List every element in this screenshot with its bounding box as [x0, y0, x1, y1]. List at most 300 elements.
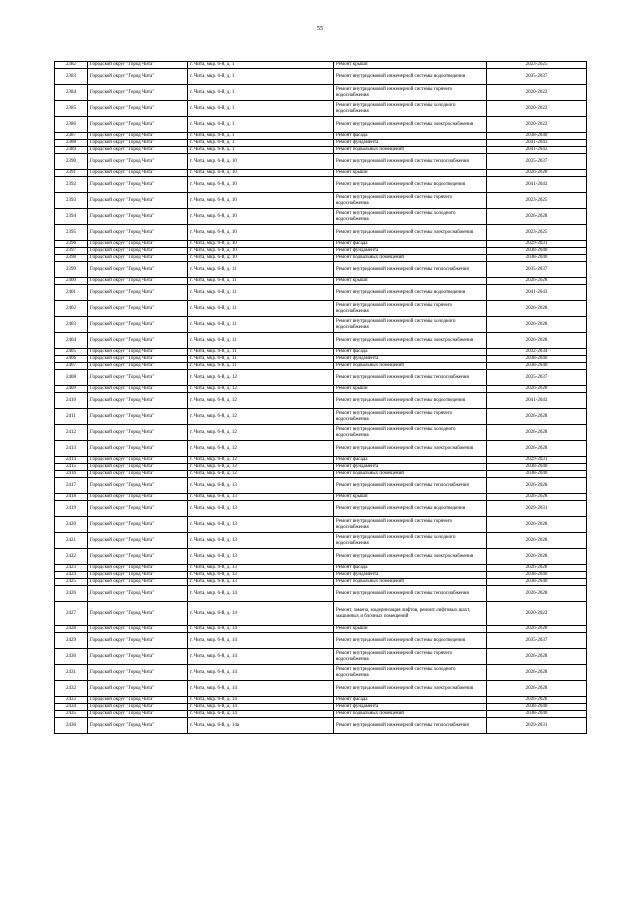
municipality-cell: Городской округ "Город Чита": [88, 170, 188, 177]
work-type-cell: Ремонт внутридомовой инженерной системы теплоснабжения: [334, 586, 487, 602]
row-number-cell: 2386: [55, 117, 88, 133]
municipality-cell: Городской округ "Город Чита": [88, 140, 188, 147]
address-cell: г. Чита, мкр. 6-й, д. 13: [188, 533, 334, 549]
period-cell: 2026-2028: [487, 301, 587, 317]
municipality-cell: Городской округ "Город Чита": [88, 356, 188, 363]
work-type-cell: Ремонт подвальных помещений: [334, 147, 487, 154]
municipality-cell: Городской округ "Город Чита": [88, 533, 188, 549]
row-number-cell: 2426: [55, 586, 88, 602]
table-row: [55, 248, 587, 255]
municipality-cell: Городской округ "Город Чита": [88, 147, 188, 154]
capital-repair-table: [54, 61, 587, 734]
period-cell: 2026-2028: [487, 494, 587, 501]
table-row: [55, 579, 587, 586]
page-number: 55: [317, 26, 323, 32]
period-cell: 2026-2028: [487, 697, 587, 704]
row-number-cell: 2398: [55, 255, 88, 262]
work-type-cell: Ремонт внутридомовой инженерной системы горячего водоснабжения: [334, 85, 487, 101]
table-row: [55, 209, 587, 225]
row-number-cell: 2430: [55, 649, 88, 665]
period-cell: 2026-2028: [487, 478, 587, 494]
work-type-cell: Ремонт внутридомовой инженерной системы теплоснабжения: [334, 718, 487, 734]
row-number-cell: 2408: [55, 370, 88, 386]
address-cell: г. Чита, мкр. 6-й, д. 11: [188, 333, 334, 349]
row-number-cell: 2392: [55, 177, 88, 193]
address-cell: г. Чита, мкр. 6-й, д. 14: [188, 681, 334, 697]
table-row: [55, 140, 587, 147]
period-cell: 2026-2028: [487, 441, 587, 457]
table-row: [55, 241, 587, 248]
row-number-cell: 2436: [55, 718, 88, 734]
address-cell: г. Чита, мкр. 6-й, д. 11: [188, 317, 334, 333]
address-cell: г. Чита, мкр. 6-й, д. 13: [188, 572, 334, 579]
municipality-cell: Городской округ "Город Чита": [88, 117, 188, 133]
row-number-cell: 2423: [55, 565, 88, 572]
row-number-cell: 2425: [55, 579, 88, 586]
table-row: [55, 177, 587, 193]
address-cell: г. Чита, мкр. 6-й, д. 12: [188, 425, 334, 441]
period-cell: 2029-2031: [487, 457, 587, 464]
municipality-cell: Городской округ "Город Чита": [88, 177, 188, 193]
period-cell: 2038-2040: [487, 356, 587, 363]
address-cell: г. Чита, мкр. 6-й, д. 1: [188, 117, 334, 133]
row-number-cell: 2424: [55, 572, 88, 579]
table-row: [55, 349, 587, 356]
work-type-cell: Ремонт внутридомовой инженерной системы водоотведения: [334, 69, 487, 85]
period-cell: 2041-2043: [487, 147, 587, 154]
period-cell: 2041-2043: [487, 140, 587, 147]
work-type-cell: Ремонт крыши: [334, 494, 487, 501]
work-type-cell: Ремонт внутридомовой инженерной системы теплоснабжения: [334, 370, 487, 386]
table-row: [55, 602, 587, 626]
row-number-cell: 2417: [55, 478, 88, 494]
address-cell: г. Чита, мкр. 6-й, д. 12: [188, 464, 334, 471]
row-number-cell: 2389: [55, 147, 88, 154]
municipality-cell: Городской округ "Город Чита": [88, 225, 188, 241]
period-cell: 2032-2034: [487, 349, 587, 356]
address-cell: г. Чита, мкр. 6-й, д. 13: [188, 494, 334, 501]
period-cell: 2026-2028: [487, 565, 587, 572]
address-cell: г. Чита, мкр. 6-й, д. 11: [188, 363, 334, 370]
table-row: [55, 117, 587, 133]
table-row: [55, 101, 587, 117]
period-cell: 2029-2031: [487, 718, 587, 734]
period-cell: 2026-2028: [487, 626, 587, 633]
table-row: [55, 697, 587, 704]
work-type-cell: Ремонт крыши: [334, 386, 487, 393]
period-cell: 2038-2040: [487, 711, 587, 718]
work-type-cell: Ремонт внутридомовой инженерной системы водоотведения: [334, 501, 487, 517]
row-number-cell: 2434: [55, 704, 88, 711]
address-cell: г. Чита, мкр. 6-й, д. 1: [188, 147, 334, 154]
period-cell: 2026-2028: [487, 517, 587, 533]
period-cell: 2041-2043: [487, 177, 587, 193]
period-cell: 2035-2037: [487, 154, 587, 170]
table-row: [55, 501, 587, 517]
row-number-cell: 2431: [55, 665, 88, 681]
municipality-cell: Городской округ "Город Чита": [88, 494, 188, 501]
row-number-cell: 2409: [55, 386, 88, 393]
municipality-cell: Городской округ "Город Чита": [88, 579, 188, 586]
row-number-cell: 2412: [55, 425, 88, 441]
period-cell: 2035-2037: [487, 69, 587, 85]
period-cell: 2026-2028: [487, 386, 587, 393]
municipality-cell: Городской округ "Город Чита": [88, 248, 188, 255]
work-type-cell: Ремонт фундамента: [334, 140, 487, 147]
municipality-cell: Городской округ "Город Чита": [88, 586, 188, 602]
row-number-cell: 2435: [55, 711, 88, 718]
row-number-cell: 2391: [55, 170, 88, 177]
row-number-cell: 2406: [55, 356, 88, 363]
period-cell: 2026-2028: [487, 681, 587, 697]
work-type-cell: Ремонт внутридомовой инженерной системы электроснабжения: [334, 681, 487, 697]
table-row: [55, 333, 587, 349]
table-row: [55, 285, 587, 301]
address-cell: г. Чита, мкр. 6-й, д. 11: [188, 301, 334, 317]
work-type-cell: Ремонт внутридомовой инженерной системы электроснабжения: [334, 117, 487, 133]
work-type-cell: Ремонт внутридомовой инженерной системы электроснабжения: [334, 225, 487, 241]
municipality-cell: Городской округ "Город Чита": [88, 193, 188, 209]
table-row: [55, 711, 587, 718]
row-number-cell: 2382: [55, 62, 88, 69]
period-cell: 2038-2040: [487, 464, 587, 471]
address-cell: г. Чита, мкр. 6-й, д. 1: [188, 140, 334, 147]
municipality-cell: Городской округ "Город Чита": [88, 602, 188, 626]
municipality-cell: Городской округ "Город Чита": [88, 471, 188, 478]
municipality-cell: Городской округ "Город Чита": [88, 62, 188, 69]
municipality-cell: Городской округ "Город Чита": [88, 711, 188, 718]
row-number-cell: 2433: [55, 697, 88, 704]
table-row: [55, 69, 587, 85]
work-type-cell: Ремонт фундамента: [334, 572, 487, 579]
municipality-cell: Городской округ "Город Чита": [88, 649, 188, 665]
address-cell: г. Чита, мкр. 6-й, д. 13: [188, 501, 334, 517]
row-number-cell: 2407: [55, 363, 88, 370]
table-row: [55, 464, 587, 471]
work-type-cell: Ремонт крыши: [334, 170, 487, 177]
row-number-cell: 2432: [55, 681, 88, 697]
period-cell: 2035-2037: [487, 633, 587, 649]
municipality-cell: Городской округ "Город Чита": [88, 349, 188, 356]
table-row: [55, 301, 587, 317]
row-number-cell: 2415: [55, 464, 88, 471]
row-number-cell: 2397: [55, 248, 88, 255]
address-cell: г. Чита, мкр. 6-й, д. 10: [188, 154, 334, 170]
work-type-cell: Ремонт фасада: [334, 565, 487, 572]
municipality-cell: Городской округ "Город Чита": [88, 464, 188, 471]
period-cell: 2026-2028: [487, 665, 587, 681]
period-cell: 2026-2028: [487, 533, 587, 549]
period-cell: 2026-2028: [487, 333, 587, 349]
table-row: [55, 193, 587, 209]
period-cell: 2029-2031: [487, 241, 587, 248]
table-row: [55, 441, 587, 457]
period-cell: 2023-2025: [487, 193, 587, 209]
address-cell: г. Чита, мкр. 6-й, д. 12: [188, 457, 334, 464]
work-type-cell: Ремонт подвальных помещений: [334, 471, 487, 478]
period-cell: 2038-2040: [487, 255, 587, 262]
period-cell: 2038-2040: [487, 572, 587, 579]
municipality-cell: Городской округ "Город Чита": [88, 333, 188, 349]
municipality-cell: Городской округ "Город Чита": [88, 633, 188, 649]
table-row: [55, 633, 587, 649]
work-type-cell: Ремонт подвальных помещений: [334, 255, 487, 262]
address-cell: г. Чита, мкр. 6-й, д. 11: [188, 285, 334, 301]
table-row: [55, 147, 587, 154]
period-cell: 2020-2022: [487, 85, 587, 101]
municipality-cell: Городской округ "Город Чита": [88, 425, 188, 441]
address-cell: г. Чита, мкр. 6-й, д. 13: [188, 565, 334, 572]
work-type-cell: Ремонт крыши: [334, 278, 487, 285]
work-type-cell: Ремонт фасада: [334, 241, 487, 248]
municipality-cell: Городской округ "Город Чита": [88, 278, 188, 285]
period-cell: 2026-2028: [487, 649, 587, 665]
municipality-cell: Городской округ "Город Чита": [88, 101, 188, 117]
municipality-cell: Городской округ "Город Чита": [88, 285, 188, 301]
work-type-cell: Ремонт крыши: [334, 626, 487, 633]
municipality-cell: Городской округ "Город Чита": [88, 572, 188, 579]
address-cell: г. Чита, мкр. 6-й, д. 13: [188, 517, 334, 533]
row-number-cell: 2422: [55, 549, 88, 565]
row-number-cell: 2404: [55, 333, 88, 349]
table-row: [55, 409, 587, 425]
table-row: [55, 62, 587, 69]
address-cell: г. Чита, мкр. 6-й, д. 11: [188, 262, 334, 278]
address-cell: г. Чита, мкр. 6-й, д. 14: [188, 711, 334, 718]
municipality-cell: Городской округ "Город Чита": [88, 154, 188, 170]
period-cell: 2026-2028: [487, 278, 587, 285]
address-cell: г. Чита, мкр. 6-й, д. 14: [188, 602, 334, 626]
row-number-cell: 2427: [55, 602, 88, 626]
period-cell: 2020-2022: [487, 602, 587, 626]
address-cell: г. Чита, мкр. 6-й, д. 14а: [188, 718, 334, 734]
municipality-cell: Городской округ "Город Чита": [88, 517, 188, 533]
address-cell: г. Чита, мкр. 6-й, д. 1: [188, 62, 334, 69]
work-type-cell: Ремонт внутридомовой инженерной системы электроснабжения: [334, 549, 487, 565]
period-cell: 2026-2028: [487, 586, 587, 602]
period-cell: 2035-2037: [487, 262, 587, 278]
work-type-cell: Ремонт внутридомовой инженерной системы водоотведения: [334, 177, 487, 193]
row-number-cell: 2420: [55, 517, 88, 533]
period-cell: 2020-2022: [487, 117, 587, 133]
row-number-cell: 2410: [55, 393, 88, 409]
municipality-cell: Городской округ "Город Чита": [88, 69, 188, 85]
work-type-cell: Ремонт внутридомовой инженерной системы холодного водоснабжения: [334, 317, 487, 333]
municipality-cell: Городской округ "Город Чита": [88, 681, 188, 697]
row-number-cell: 2383: [55, 69, 88, 85]
work-type-cell: Ремонт внутридомовой инженерной системы горячего водоснабжения: [334, 301, 487, 317]
table-row: [55, 549, 587, 565]
address-cell: г. Чита, мкр. 6-й, д. 10: [188, 209, 334, 225]
work-type-cell: Ремонт подвальных помещений: [334, 363, 487, 370]
municipality-cell: Городской округ "Город Чита": [88, 501, 188, 517]
period-cell: 2038-2040: [487, 363, 587, 370]
row-number-cell: 2387: [55, 133, 88, 140]
table-row: [55, 533, 587, 549]
row-number-cell: 2399: [55, 262, 88, 278]
work-type-cell: Ремонт крыши: [334, 62, 487, 69]
period-cell: 2026-2028: [487, 549, 587, 565]
address-cell: г. Чита, мкр. 6-й, д. 11: [188, 349, 334, 356]
address-cell: г. Чита, мкр. 6-й, д. 10: [188, 170, 334, 177]
address-cell: г. Чита, мкр. 6-й, д. 12: [188, 471, 334, 478]
row-number-cell: 2401: [55, 285, 88, 301]
row-number-cell: 2418: [55, 494, 88, 501]
row-number-cell: 2421: [55, 533, 88, 549]
work-type-cell: Ремонт фасада: [334, 697, 487, 704]
address-cell: г. Чита, мкр. 6-й, д. 12: [188, 441, 334, 457]
municipality-cell: Городской округ "Город Чита": [88, 478, 188, 494]
row-number-cell: 2403: [55, 317, 88, 333]
period-cell: 2035-2037: [487, 370, 587, 386]
row-number-cell: 2402: [55, 301, 88, 317]
work-type-cell: Ремонт внутридомовой инженерной системы теплоснабжения: [334, 478, 487, 494]
address-cell: г. Чита, мкр. 6-й, д. 11: [188, 278, 334, 285]
municipality-cell: Городской округ "Город Чита": [88, 549, 188, 565]
address-cell: г. Чита, мкр. 6-й, д. 12: [188, 409, 334, 425]
table-row: [55, 626, 587, 633]
address-cell: г. Чита, мкр. 6-й, д. 10: [188, 177, 334, 193]
work-type-cell: Ремонт фундамента: [334, 704, 487, 711]
period-cell: 2038-2040: [487, 471, 587, 478]
table-row: [55, 317, 587, 333]
address-cell: г. Чита, мкр. 6-й, д. 14: [188, 649, 334, 665]
address-cell: г. Чита, мкр. 6-й, д. 1: [188, 85, 334, 101]
address-cell: г. Чита, мкр. 6-й, д. 13: [188, 549, 334, 565]
table-row: [55, 255, 587, 262]
municipality-cell: Городской округ "Город Чита": [88, 718, 188, 734]
work-type-cell: Ремонт внутридомовой инженерной системы холодного водоснабжения: [334, 209, 487, 225]
work-type-cell: Ремонт внутридомовой инженерной системы электроснабжения: [334, 441, 487, 457]
period-cell: 2023-2025: [487, 225, 587, 241]
address-cell: г. Чита, мкр. 6-й, д. 14: [188, 586, 334, 602]
row-number-cell: 2428: [55, 626, 88, 633]
period-cell: 2026-2028: [487, 317, 587, 333]
work-type-cell: Ремонт внутридомовой инженерной системы водоотведения: [334, 393, 487, 409]
address-cell: г. Чита, мкр. 6-й, д. 14: [188, 704, 334, 711]
table-row: [55, 494, 587, 501]
municipality-cell: Городской округ "Город Чита": [88, 386, 188, 393]
table-row: [55, 393, 587, 409]
row-number-cell: 2393: [55, 193, 88, 209]
row-number-cell: 2411: [55, 409, 88, 425]
table-row: [55, 225, 587, 241]
row-number-cell: 2384: [55, 85, 88, 101]
table-row: [55, 363, 587, 370]
table-row: [55, 356, 587, 363]
municipality-cell: Городской округ "Город Чита": [88, 370, 188, 386]
period-cell: 2026-2028: [487, 209, 587, 225]
address-cell: г. Чита, мкр. 6-й, д. 12: [188, 386, 334, 393]
work-type-cell: Ремонт внутридомовой инженерной системы горячего водоснабжения: [334, 649, 487, 665]
address-cell: г. Чита, мкр. 6-й, д. 13: [188, 478, 334, 494]
table-row: [55, 425, 587, 441]
table-row: [55, 681, 587, 697]
work-type-cell: Ремонт, замена, модернизация лифтов, ремонт лифтовых шахт, машинных и блочных помещений: [334, 602, 487, 626]
municipality-cell: Городской округ "Город Чита": [88, 301, 188, 317]
table-row: [55, 649, 587, 665]
row-number-cell: 2388: [55, 140, 88, 147]
table-row: [55, 704, 587, 711]
period-cell: 2038-2040: [487, 704, 587, 711]
period-cell: 2026-2028: [487, 409, 587, 425]
municipality-cell: Городской округ "Город Чита": [88, 133, 188, 140]
table-body: [55, 62, 587, 734]
row-number-cell: 2419: [55, 501, 88, 517]
address-cell: г. Чита, мкр. 6-й, д. 14: [188, 626, 334, 633]
work-type-cell: Ремонт подвальных помещений: [334, 711, 487, 718]
address-cell: г. Чита, мкр. 6-й, д. 10: [188, 225, 334, 241]
work-type-cell: Ремонт внутридомовой инженерной системы теплоснабжения: [334, 262, 487, 278]
municipality-cell: Городской округ "Город Чита": [88, 317, 188, 333]
municipality-cell: Городской округ "Город Чита": [88, 704, 188, 711]
municipality-cell: Городской округ "Город Чита": [88, 393, 188, 409]
address-cell: г. Чита, мкр. 6-й, д. 12: [188, 393, 334, 409]
municipality-cell: Городской округ "Город Чита": [88, 441, 188, 457]
address-cell: г. Чита, мкр. 6-й, д. 10: [188, 248, 334, 255]
table-row: [55, 718, 587, 734]
work-type-cell: Ремонт фасада: [334, 349, 487, 356]
address-cell: г. Чита, мкр. 6-й, д. 11: [188, 356, 334, 363]
row-number-cell: 2429: [55, 633, 88, 649]
table-row: [55, 170, 587, 177]
table-row: [55, 133, 587, 140]
municipality-cell: Городской округ "Город Чита": [88, 565, 188, 572]
period-cell: 2020-2022: [487, 101, 587, 117]
row-number-cell: 2394: [55, 209, 88, 225]
work-type-cell: Ремонт внутридомовой инженерной системы электроснабжения: [334, 333, 487, 349]
table-row: [55, 278, 587, 285]
work-type-cell: Ремонт фундамента: [334, 356, 487, 363]
municipality-cell: Городской округ "Город Чита": [88, 209, 188, 225]
address-cell: г. Чита, мкр. 6-й, д. 14: [188, 633, 334, 649]
municipality-cell: Городской округ "Город Чита": [88, 626, 188, 633]
work-type-cell: Ремонт фундамента: [334, 248, 487, 255]
municipality-cell: Городской округ "Город Чита": [88, 457, 188, 464]
work-type-cell: Ремонт фундамента: [334, 464, 487, 471]
address-cell: г. Чита, мкр. 6-й, д. 10: [188, 193, 334, 209]
table-row: [55, 262, 587, 278]
address-cell: г. Чита, мкр. 6-й, д. 10: [188, 241, 334, 248]
work-type-cell: Ремонт внутридомовой инженерной системы холодного водоснабжения: [334, 101, 487, 117]
row-number-cell: 2416: [55, 471, 88, 478]
table-row: [55, 565, 587, 572]
municipality-cell: Городской округ "Город Чита": [88, 241, 188, 248]
period-cell: 2038-2040: [487, 579, 587, 586]
work-type-cell: Ремонт внутридомовой инженерной системы холодного водоснабжения: [334, 665, 487, 681]
address-cell: г. Чита, мкр. 6-й, д. 10: [188, 255, 334, 262]
table-row: [55, 386, 587, 393]
table-row: [55, 370, 587, 386]
table-row: [55, 471, 587, 478]
period-cell: 2029-2031: [487, 501, 587, 517]
row-number-cell: 2396: [55, 241, 88, 248]
municipality-cell: Городской округ "Город Чита": [88, 409, 188, 425]
address-cell: г. Чита, мкр. 6-й, д. 1: [188, 69, 334, 85]
period-cell: 2041-2043: [487, 285, 587, 301]
work-type-cell: Ремонт внутридомовой инженерной системы водоотведения: [334, 285, 487, 301]
row-number-cell: 2390: [55, 154, 88, 170]
municipality-cell: Городской округ "Город Чита": [88, 665, 188, 681]
period-cell: 2038-2040: [487, 248, 587, 255]
work-type-cell: Ремонт внутридомовой инженерной системы горячего водоснабжения: [334, 193, 487, 209]
address-cell: г. Чита, мкр. 6-й, д. 14: [188, 665, 334, 681]
period-cell: 2041-2043: [487, 393, 587, 409]
work-type-cell: Ремонт внутридомовой инженерной системы теплоснабжения: [334, 154, 487, 170]
table-row: [55, 665, 587, 681]
period-cell: 2026-2028: [487, 425, 587, 441]
municipality-cell: Городской округ "Город Чита": [88, 85, 188, 101]
